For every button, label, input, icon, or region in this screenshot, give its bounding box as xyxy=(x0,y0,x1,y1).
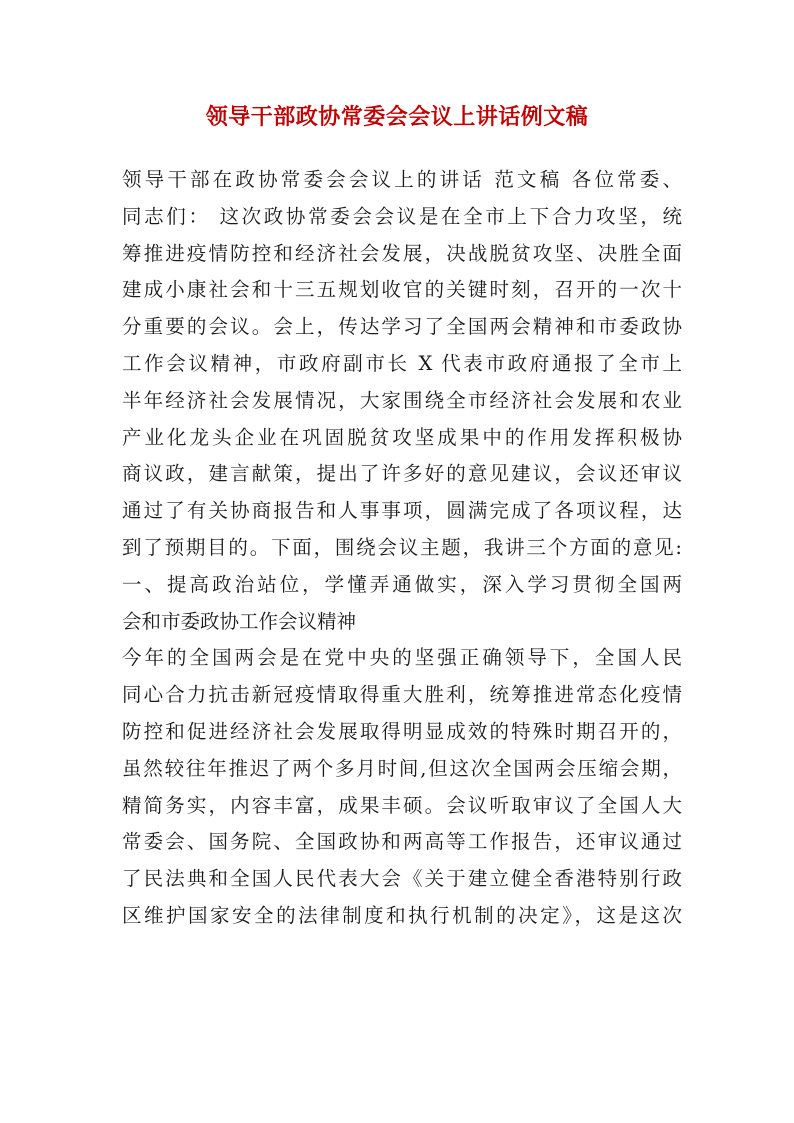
body-line: 区维护国家安全的法律制度和执行机制的决定》，这是这次 xyxy=(122,903,682,927)
body-line: 同志们： 这次政协常委会会议是在全市上下合力攻坚，统 xyxy=(122,204,682,228)
body-line: 通过了有关协商报告和人事事项，圆满完成了各项议程，达 xyxy=(122,499,682,523)
body-line: 分重要的会议。会上，传达学习了全国两会精神和市委政协 xyxy=(122,315,682,339)
body-line: 今年的全国两会是在党中央的坚强正确领导下，全国人民 xyxy=(122,646,682,670)
body-line: 精简务实，内容丰富，成果丰硕。会议听取审议了全国人大 xyxy=(122,793,682,817)
section-heading: 会和市委政协工作会议精神 xyxy=(122,609,357,633)
body-line: 工作会议精神，市政府副市长 X 代表市政府通报了全市上 xyxy=(122,351,682,375)
body-line: 建成小康社会和十三五规划收官的关键时刻，召开的一次十 xyxy=(122,278,682,302)
body-line: 产业化龙头企业在巩固脱贫攻坚成果中的作用发挥积极协 xyxy=(122,425,682,449)
body-line: 半年经济社会发展情况，大家围绕全市经济社会发展和农业 xyxy=(122,388,682,412)
body-line: 商议政，建言献策，提出了许多好的意见建议，会议还审议 xyxy=(122,462,682,486)
body-line: 领导干部在政协常委会会议上的讲话 范文稿 各位常委、 xyxy=(122,168,682,191)
body-line: 筹推进疫情防控和经济社会发展，决战脱贫攻坚、决胜全面 xyxy=(122,241,682,265)
body-line: 常委会、国务院、全国政协和两高等工作报告，还审议通过 xyxy=(122,830,682,854)
body-line: 了民法典和全国人民代表大会《关于建立健全香港特别行政 xyxy=(122,867,682,891)
document-body xyxy=(122,162,682,935)
body-line: 防控和促进经济社会发展取得明显成效的特殊时期召开的， xyxy=(122,719,682,743)
section-heading: 一、提高政治站位，学懂弄通做实，深入学习贯彻全国两 xyxy=(122,572,682,596)
body-line: 虽然较往年推迟了两个多月时间,但这次全国两会压缩会期， xyxy=(122,756,682,780)
body-line: 同心合力抗击新冠疫情取得重大胜利，统筹推进常态化疫情 xyxy=(122,683,682,707)
document-title: 领导干部政协常委会会议上讲话例文稿 xyxy=(205,104,589,130)
body-line: 到了预期目的。下面，围绕会议主题，我讲三个方面的意见: xyxy=(122,535,682,559)
